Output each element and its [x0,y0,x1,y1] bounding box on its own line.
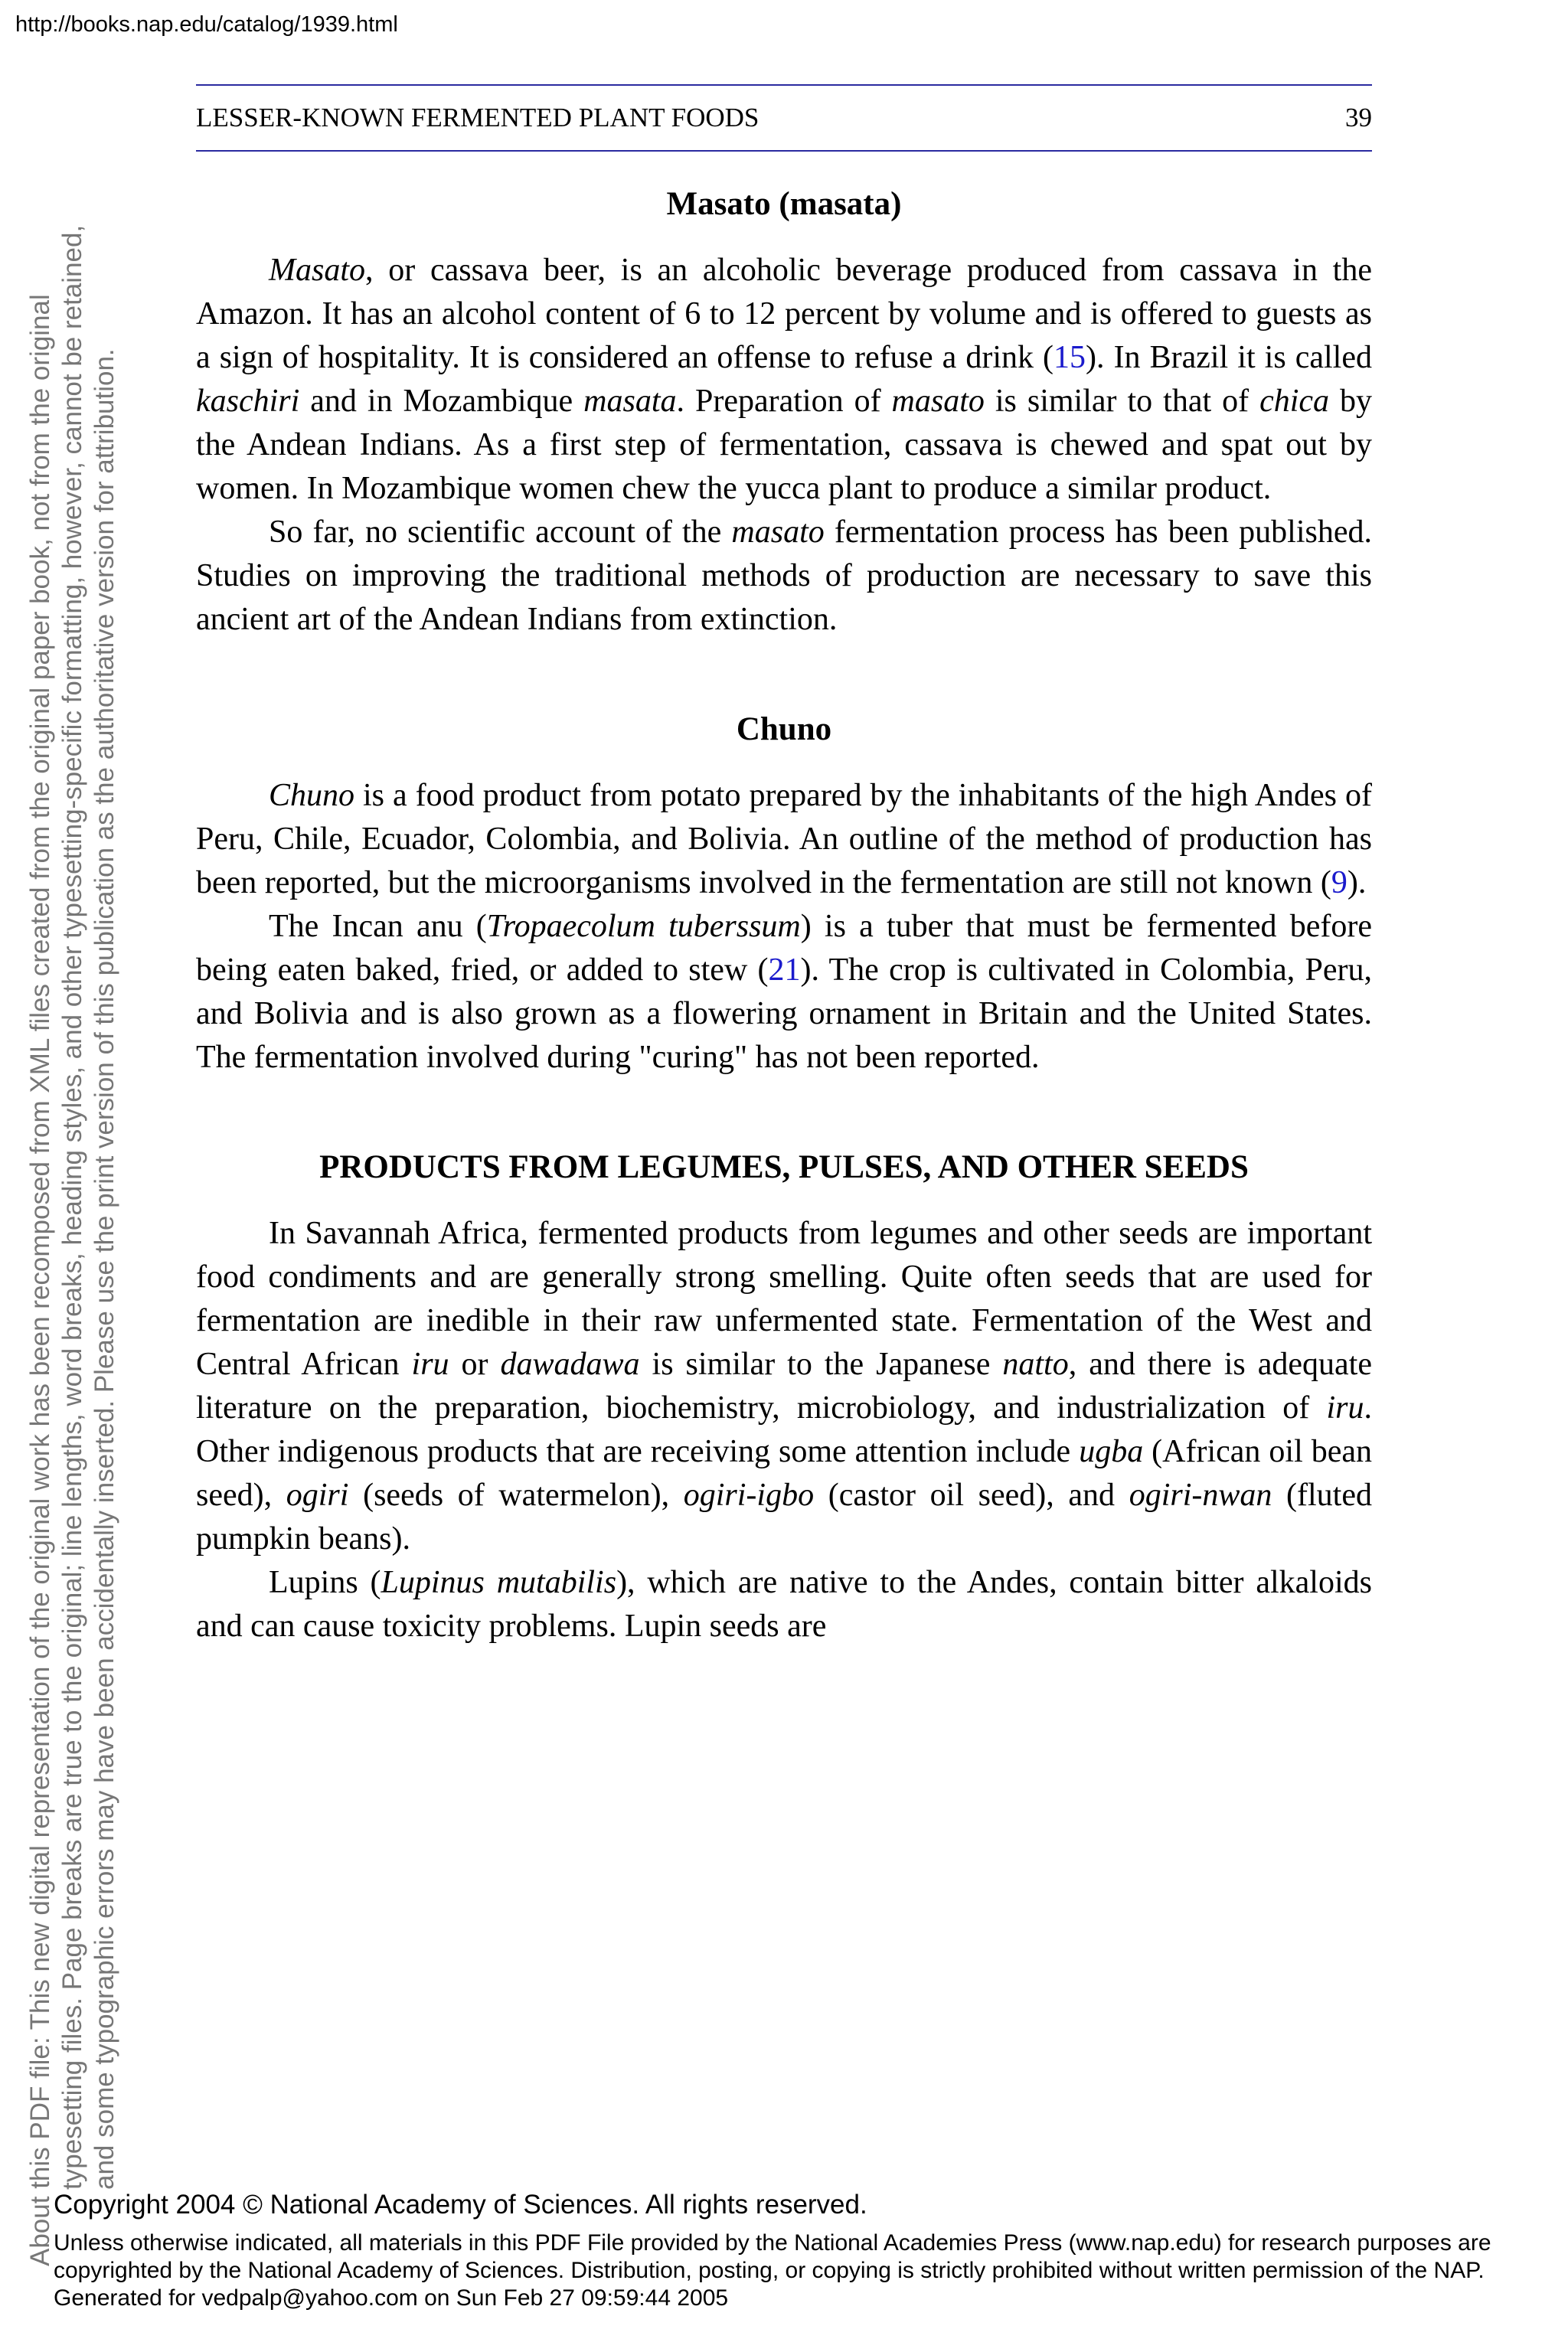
heading-chuno: Chuno [736,711,832,747]
side-notice-line-3: and some typographic errors may have been accidentally inserted. Please use the print version of this publication as the authoritative version for attribution. [90,348,119,2190]
page-footer [54,2188,1524,2312]
term-ogiri-igbo: ogiri-igbo [683,1478,815,1513]
term-iru: iru [411,1347,449,1382]
term-iru: iru [1326,1390,1364,1426]
heading-products: PRODUCTS FROM LEGUMES, PULSES, AND OTHER SEEDS [319,1149,1249,1185]
usage-terms: Unless otherwise indicated, all materials in this PDF File provided by the National Academies Press (www.nap.edu) for research purposes are copyrighted by the National Academy of Sciences. Distribution, posting, or copying is strictly prohibited without written permission of the NAP. [54,2230,1491,2283]
term-kaschiri: kaschiri [196,384,300,419]
term-masato: masato [891,384,985,419]
side-notice [24,61,121,2266]
heading-masato: Masato (masata) [666,186,902,222]
page-number: 39 [1345,103,1372,132]
term-tropaecolum: Tropaecolum tuberssum [486,909,801,944]
term-dawadawa: dawadawa [500,1347,640,1382]
paragraph-chuno-2: The Incan anu (Tropaecolum tuberssum) is a tuber that must be fermented before being eaten baked, fried, or added to stew (21). The crop is cultivated in Colombia, Peru, and Bolivia and is also grown as a flowering ornament in Britain and the United States. The fermentation involved during "curing" has not been reported. [196,909,1372,1075]
term-ugba: ugba [1079,1434,1144,1469]
paragraph-products-1: In Savannah Africa, fermented products from legumes and other seeds are important food condiments and are generally strong smelling. Quite often seeds that are used for fermentation are inedible in their raw unfermented state. Fermentation of the West and Central African iru or dawadawa is similar to the Japanese natto, and there is adequate literature on the preparation, biochemistry, microbiology, and industrialization of iru. Other indigenous products that are receiving some attention include ugba (African oil bean seed), ogiri (seeds of watermelon), ogiri-igbo (castor oil seed), and ogiri-nwan (fluted pumpkin beans). [196,1216,1373,1557]
term-masata: masata [583,384,677,419]
term-masato: masato [731,514,825,550]
term-chica: chica [1259,384,1330,419]
paragraph-products-2: Lupins (Lupinus mutabilis), which are native to the Andes, contain bitter alkaloids and can cause toxicity problems. Lupin seeds are [196,1565,1372,1644]
generated-notice: Generated for vedpalp@yahoo.com on Sun Feb 27 09:59:44 2005 [54,2285,729,2311]
term-masato: Masato [269,253,365,288]
term-ogiri-nwan: ogiri-nwan [1129,1478,1272,1513]
term-lupinus-mutabilis: Lupinus mutabilis [381,1565,617,1600]
term-ogiri: ogiri [286,1478,349,1513]
reference-link-9[interactable]: 9 [1331,865,1348,900]
page-content [196,182,1372,1648]
paragraph-masato-1: Masato, or cassava beer, is an alcoholic beverage produced from cassava in the Amazon. It has an alcohol content of 6 to 12 percent by volume and is offered to guests as a sign of hospitality. It is considered an offense to refuse a drink (15). In Brazil it is called kaschiri and in Mozambique masata. Preparation of masato is similar to that of chica by the Andean Indians. As a first step of fermentation, cassava is chewed and spat out by women. In Mozambique women chew the yucca plant to produce a similar product. [196,253,1373,506]
running-title: LESSER-KNOWN FERMENTED PLANT FOODS [196,103,760,132]
term-natto: natto [1002,1347,1069,1382]
copyright-notice: Copyright 2004 © National Academy of Sciences. All rights reserved. [54,2190,867,2220]
reference-link-15[interactable]: 15 [1054,340,1086,375]
source-url[interactable]: http://books.nap.edu/catalog/1939.html [15,12,398,37]
paragraph-masato-2: So far, no scientific account of the masato fermentation process has been published. Studies on improving the traditional methods of production are necessary to save this ancient art of the Andean Indians from extinction. [196,514,1372,637]
running-header [196,84,1372,152]
side-notice-line-1: About this PDF file: This new digital representation of the original work has been recomposed from XML files created from the original paper book, not from the original [25,294,55,2266]
side-notice-line-2: typesetting files. Page breaks are true to the original; line lengths, word breaks, heading styles, and other typesetting-specific formatting, however, cannot be retained, [57,224,87,2190]
paragraph-chuno-1: Chuno is a food product from potato prepared by the inhabitants of the high Andes of Peru, Chile, Ecuador, Colombia, and Bolivia. An outline of the method of production has been reported, but the microorganisms involved in the fermentation are still not known (9). [196,778,1372,900]
reference-link-21[interactable]: 21 [768,952,801,988]
term-chuno: Chuno [269,778,355,813]
